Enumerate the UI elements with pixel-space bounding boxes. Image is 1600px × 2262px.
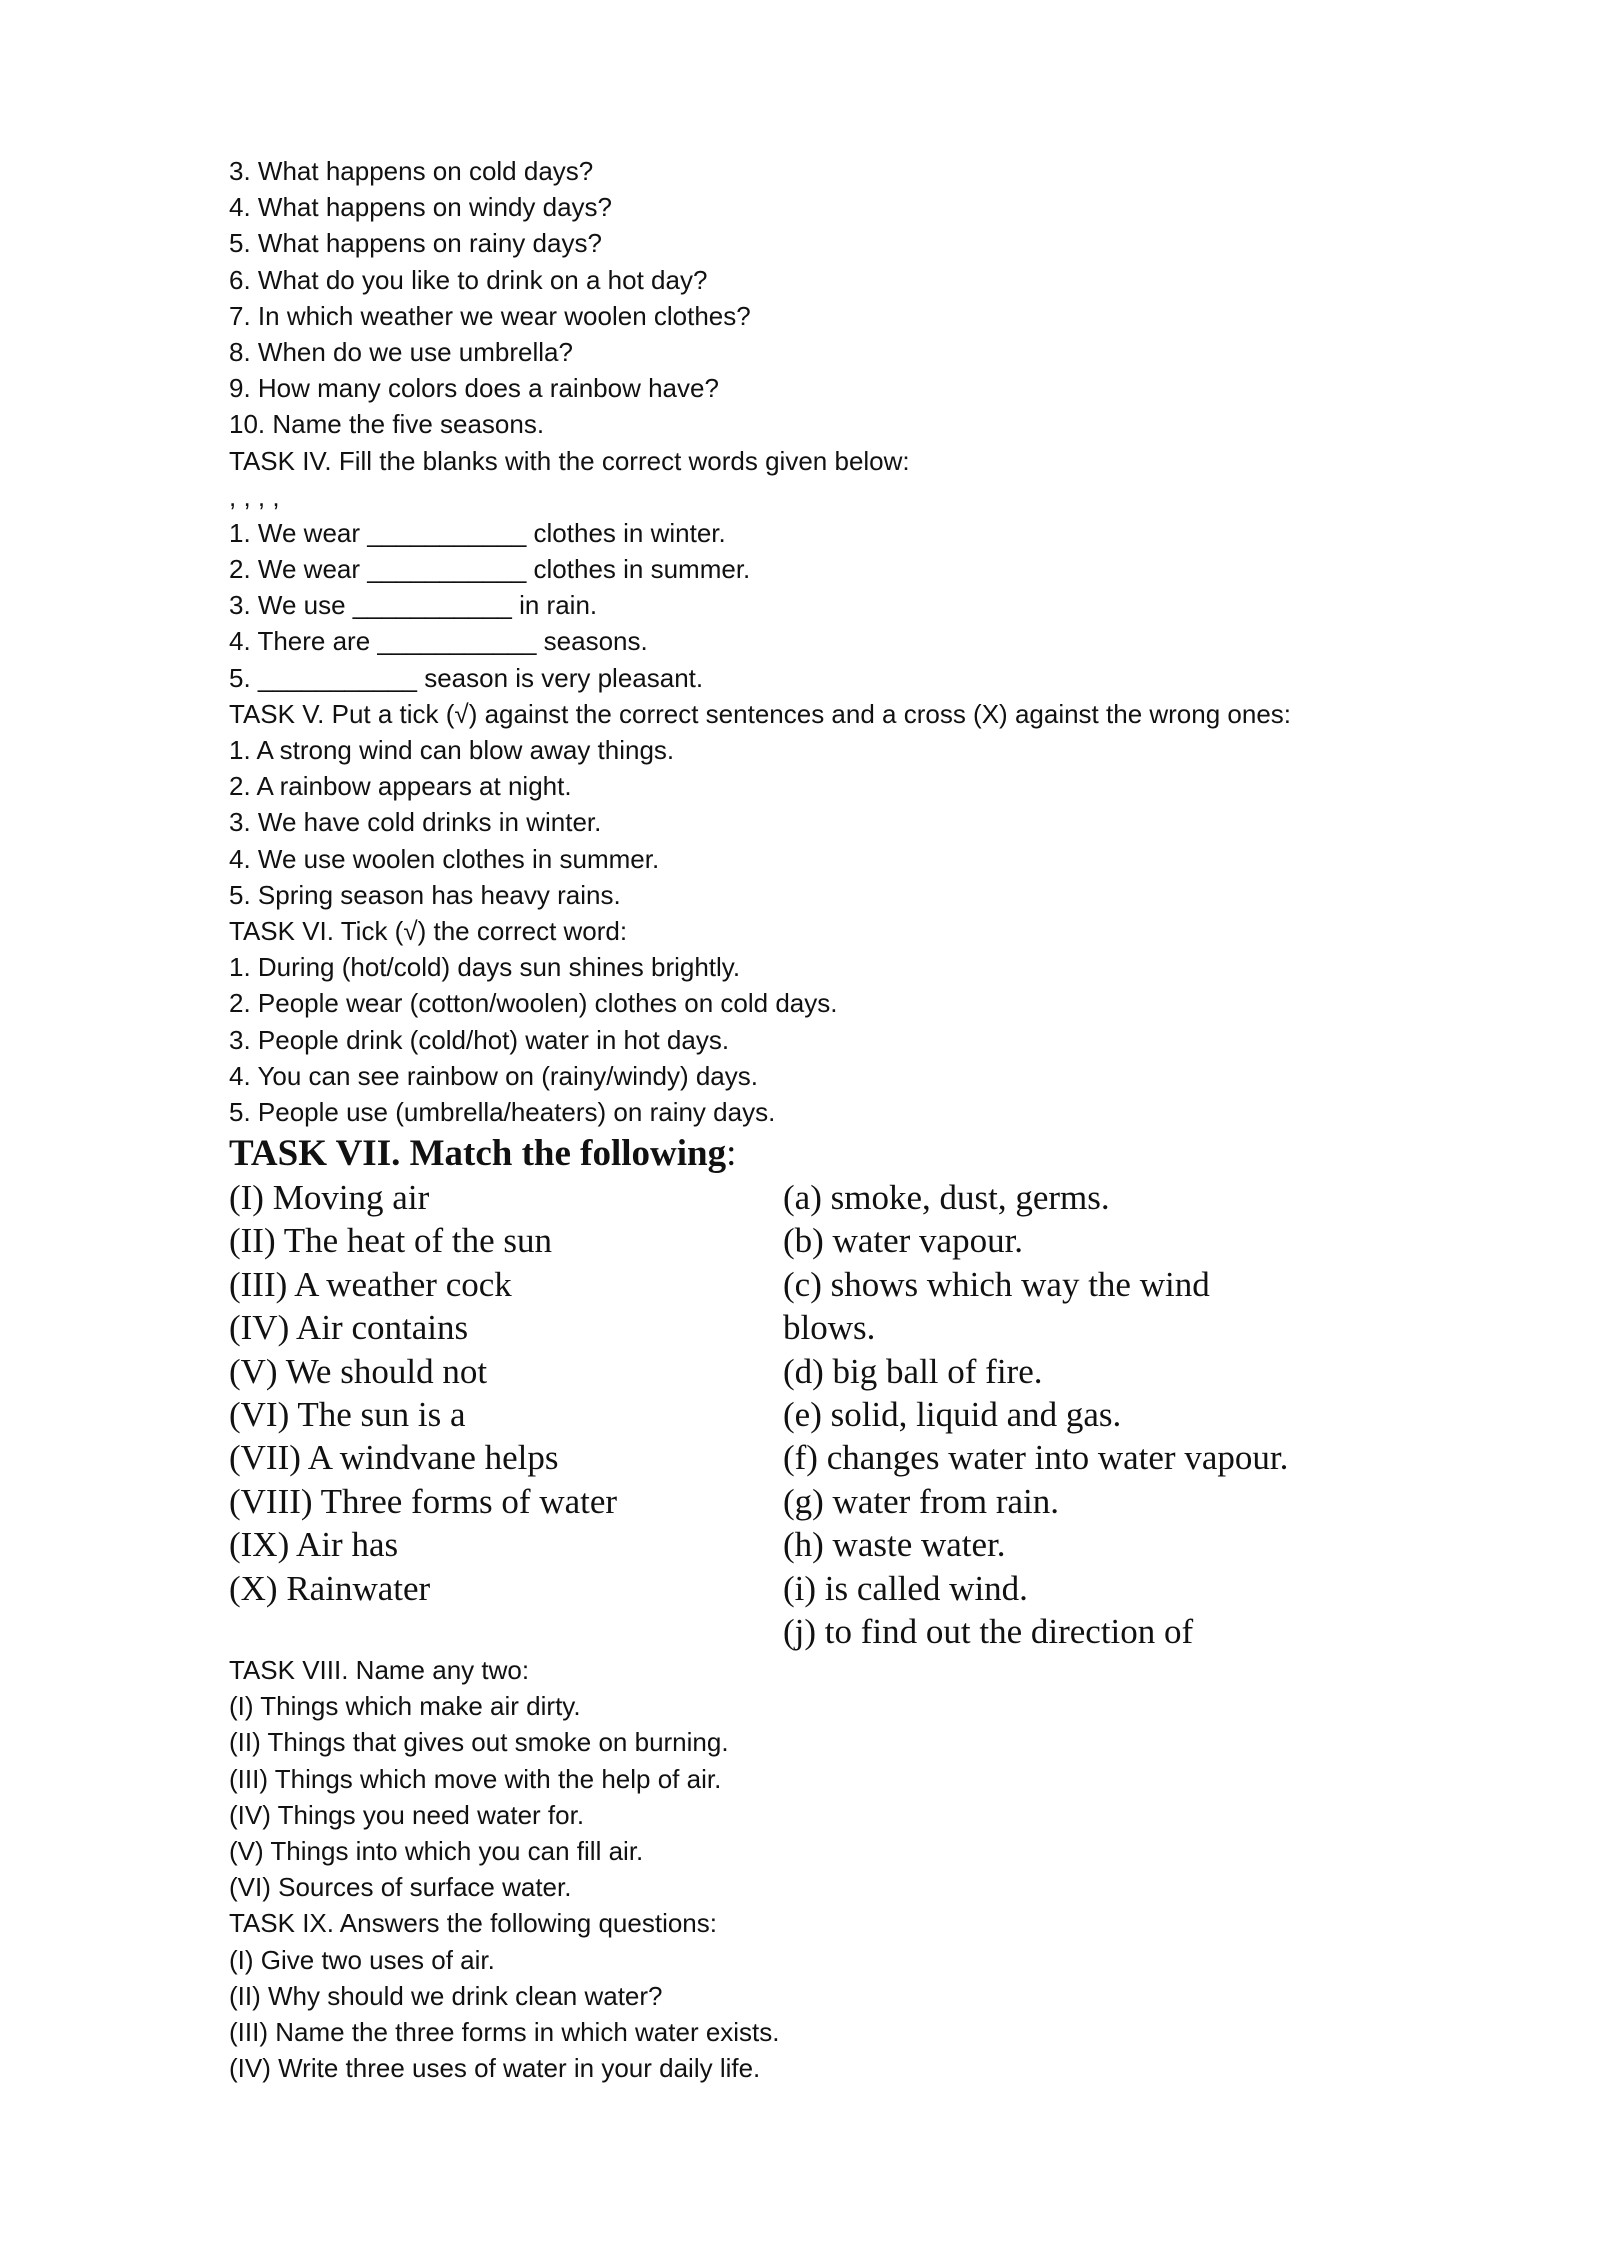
match-left-item: (VII) A windvane helps <box>229 1438 559 1478</box>
fill-blank-line: 2. We wear ___________ clothes in summer. <box>229 554 751 585</box>
question-line: 6. What do you like to drink on a hot day? <box>229 264 708 295</box>
match-left-item: (IX) Air has <box>229 1525 399 1565</box>
tick-word-line: 4. You can see rainbow on (rainy/windy) days. <box>229 1060 758 1091</box>
answer-question-line: (I) Give two uses of air. <box>229 1944 495 1975</box>
match-right-column <box>783 1176 1323 1653</box>
answer-question-line: (III) Name the three forms in which water exists. <box>229 2016 780 2047</box>
question-line: 3. What happens on cold days? <box>229 156 594 186</box>
task-iv-heading: TASK IV. Fill the blanks with the correct words given below: <box>229 445 910 476</box>
match-left-item: (V) We should not <box>229 1351 488 1391</box>
match-left-item: (III) A weather cock <box>229 1264 512 1304</box>
match-right-item: (b) water vapour. <box>783 1221 1024 1261</box>
name-two-line: (V) Things into which you can fill air. <box>229 1835 644 1866</box>
match-left-item: (VIII) Three forms of water <box>229 1481 618 1521</box>
tick-word-line: 2. People wear (cotton/woolen) clothes on cold days. <box>229 988 838 1019</box>
match-left-item: (II) The heat of the sun <box>229 1221 552 1261</box>
word-bank: , , , , <box>229 481 280 512</box>
match-right-item: blows. <box>783 1308 876 1348</box>
question-line: 7. In which weather we wear woolen clothes? <box>229 300 751 331</box>
task-vii-heading <box>229 1132 1529 1176</box>
match-right-item: (h) waste water. <box>783 1525 1006 1565</box>
match-left-column <box>229 1176 769 1610</box>
match-right-item: (c) shows which way the wind <box>783 1264 1210 1304</box>
fill-blank-line: 4. There are ___________ seasons. <box>229 626 648 657</box>
task-ix-heading: TASK IX. Answers the following questions: <box>229 1908 717 1939</box>
match-right-item: (j) to find out the direction of <box>783 1611 1194 1651</box>
match-left-item: (IV) Air contains <box>229 1308 469 1348</box>
name-two-line: (IV) Things you need water for. <box>229 1799 585 1830</box>
name-two-line: (II) Things that gives out smoke on burning. <box>229 1727 729 1758</box>
answer-question-line: (IV) Write three uses of water in your daily life. <box>229 2053 761 2084</box>
match-right-item: (g) water from rain. <box>783 1481 1059 1521</box>
true-false-line: 4. We use woolen clothes in summer. <box>229 843 660 874</box>
name-two-line: (I) Things which make air dirty. <box>229 1691 581 1722</box>
true-false-line: 3. We have cold drinks in winter. <box>229 807 602 838</box>
questions-tasks-iii-to-vi <box>229 153 1529 1130</box>
question-line: 5. What happens on rainy days? <box>229 228 602 259</box>
fill-blank-line: 5. ___________ season is very pleasant. <box>229 662 704 693</box>
task-vi-heading: TASK VI. Tick (√) the correct word: <box>229 915 628 946</box>
task-viii-heading: TASK VIII. Name any two: <box>229 1655 530 1685</box>
tick-word-line: 5. People use (umbrella/heaters) on rainy days. <box>229 1096 776 1127</box>
task-vii-title: TASK VII. Match the following <box>229 1133 727 1174</box>
task-v-heading: TASK V. Put a tick (√) against the correct sentences and a cross (X) against the wrong ones: <box>229 698 1292 729</box>
name-two-line: (VI) Sources of surface water. <box>229 1872 572 1903</box>
question-line: 9. How many colors does a rainbow have? <box>229 373 719 404</box>
task-vii-colon: : <box>726 1133 737 1174</box>
match-right-item: (e) solid, liquid and gas. <box>783 1394 1122 1434</box>
true-false-line: 1. A strong wind can blow away things. <box>229 735 675 765</box>
tick-word-line: 1. During (hot/cold) days sun shines brightly. <box>229 952 741 983</box>
fill-blank-line: 3. We use ___________ in rain. <box>229 590 598 621</box>
question-line: 4. What happens on windy days? <box>229 192 613 223</box>
match-left-item: (I) Moving air <box>229 1178 430 1217</box>
questions-tasks-viii-ix <box>229 1652 1529 2086</box>
tick-word-line: 3. People drink (cold/hot) water in hot days. <box>229 1024 730 1055</box>
match-left-item: (VI) The sun is a <box>229 1394 466 1434</box>
fill-blank-line: 1. We wear ___________ clothes in winter. <box>229 517 726 548</box>
answer-question-line: (II) Why should we drink clean water? <box>229 1980 663 2011</box>
true-false-line: 5. Spring season has heavy rains. <box>229 879 621 910</box>
name-two-line: (III) Things which move with the help of air. <box>229 1763 722 1794</box>
match-left-item: (X) Rainwater <box>229 1568 431 1608</box>
match-right-item: (d) big ball of fire. <box>783 1351 1043 1391</box>
question-line: 8. When do we use umbrella? <box>229 336 573 367</box>
task-vii-match-section <box>229 1132 1529 1651</box>
match-right-item: (i) is called wind. <box>783 1568 1028 1608</box>
match-right-item: (f) changes water into water vapour. <box>783 1438 1289 1478</box>
question-line: 10. Name the five seasons. <box>229 409 545 440</box>
true-false-line: 2. A rainbow appears at night. <box>229 771 572 802</box>
match-right-item: (a) smoke, dust, germs. <box>783 1178 1110 1217</box>
